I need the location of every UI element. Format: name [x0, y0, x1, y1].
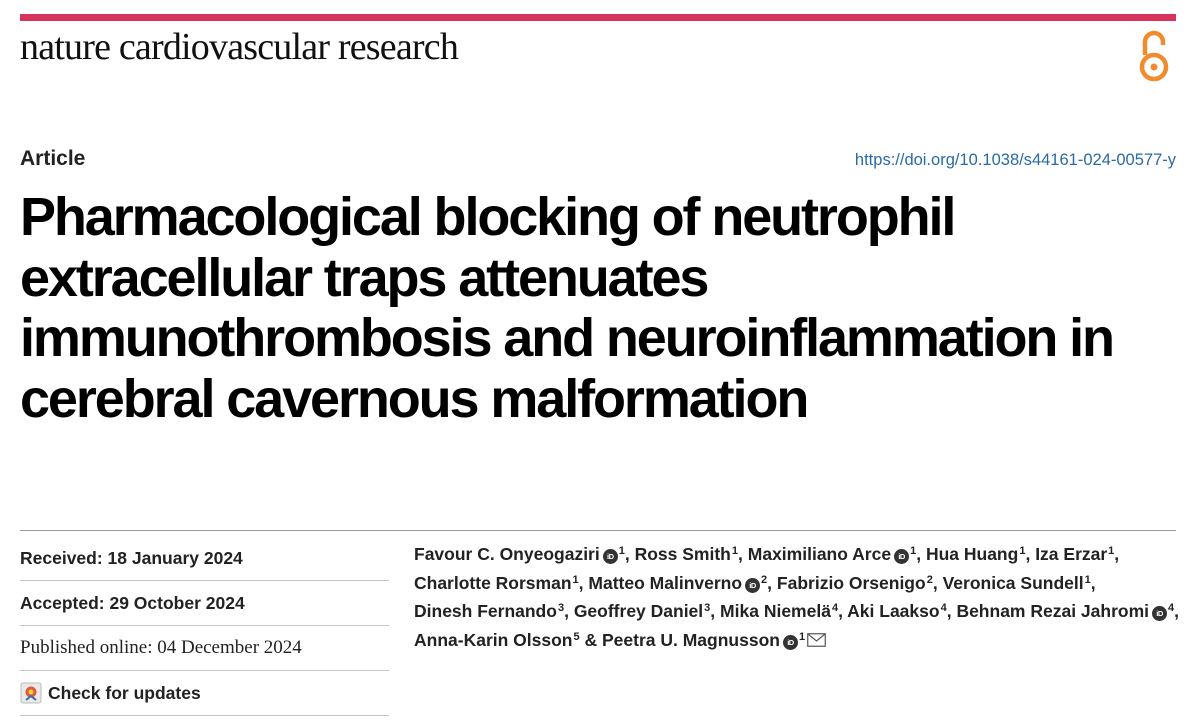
journal-name[interactable]: nature cardiovascular research	[20, 26, 459, 68]
author-name[interactable]: Dinesh Fernando$^3$,	[414, 601, 569, 621]
check-for-updates-icon	[20, 682, 42, 704]
author-name[interactable]: Hua Huang$^1$,	[925, 544, 1031, 564]
affiliation-number[interactable]: 2	[761, 573, 768, 586]
author-name[interactable]: Charlotte Rorsman$^1$,	[414, 572, 584, 593]
article-dates	[20, 536, 389, 716]
author-name[interactable]: Aki Laakso$^4$,	[847, 601, 952, 621]
email-envelope-icon[interactable]	[807, 633, 826, 647]
author-list	[414, 540, 1184, 654]
affiliation-number[interactable]: 4	[940, 602, 947, 614]
check-for-updates-label: Check for updates	[48, 682, 201, 703]
affiliation-number[interactable]: 4	[1168, 602, 1175, 614]
affiliation-number[interactable]: 2	[926, 573, 933, 586]
affiliation-number[interactable]: 4	[831, 602, 839, 614]
journal-accent-bar	[20, 14, 1176, 21]
orcid-icon[interactable]: iD	[894, 549, 909, 564]
affiliation-number[interactable]: 1	[1108, 545, 1115, 557]
author-name[interactable]: Matteo Malinverno iD $^2$,	[588, 572, 773, 593]
received-date: Received: 18 January 2024	[20, 536, 389, 581]
author-name[interactable]: Mika Niemelä$^4$,	[720, 601, 843, 621]
affiliation-number[interactable]: 3	[557, 602, 565, 614]
affiliation-number[interactable]: 1	[910, 545, 917, 557]
open-access-lock-icon	[1136, 27, 1172, 85]
affiliation-number[interactable]: 5	[573, 630, 580, 643]
affiliation-number[interactable]: 1	[1084, 573, 1091, 586]
article-title: Pharmacological blocking of neutrophil extracellular traps attenuates immunothrombosis and neuroinflammation in cerebral cavernous malformation	[20, 187, 1113, 429]
author-name[interactable]: Behnam Rezai Jahromi iD $^4$,	[956, 601, 1179, 621]
affiliation-number[interactable]: 1	[1019, 545, 1026, 557]
accepted-date: Accepted: 29 October 2024	[20, 581, 389, 626]
author-name[interactable]: Anna-Karin Olsson$^5$ &	[414, 629, 598, 650]
published-date: Published online: 04 December 2024	[20, 626, 389, 671]
author-name[interactable]: Iza Erzar$^1$,	[1035, 544, 1120, 564]
author-name[interactable]: Maximiliano Arce iD $^1$,	[747, 544, 922, 564]
affiliation-number[interactable]: 1	[572, 573, 579, 586]
affiliation-number[interactable]: 3	[704, 602, 711, 614]
affiliation-number[interactable]: 1	[618, 545, 625, 557]
article-type-label: Article	[20, 147, 86, 170]
affiliation-number[interactable]: 1	[731, 545, 739, 557]
affiliation-number[interactable]: 1	[798, 630, 806, 643]
check-for-updates-button[interactable]	[20, 671, 389, 716]
orcid-icon[interactable]: iD	[603, 549, 618, 564]
orcid-icon[interactable]: iD	[745, 578, 760, 593]
doi-link[interactable]: https://doi.org/10.1038/s44161-024-00577-y	[854, 151, 1176, 169]
author-name[interactable]: Favour C. Onyeogaziri iD $^1$,	[414, 544, 630, 564]
author-name[interactable]: Geoffrey Daniel$^3$,	[573, 601, 716, 621]
section-divider	[20, 530, 1176, 531]
orcid-icon[interactable]: iD	[1152, 606, 1167, 621]
author-name[interactable]: Ross Smith$^1$,	[634, 544, 743, 564]
author-name[interactable]: Veronica Sundell$^1$,	[942, 572, 1096, 593]
author-name[interactable]: Fabrizio Orsenigo$^2$,	[776, 572, 938, 593]
author-name[interactable]: Peetra U. Magnusson iD $^1$	[602, 630, 826, 650]
orcid-icon[interactable]: iD	[783, 635, 798, 650]
